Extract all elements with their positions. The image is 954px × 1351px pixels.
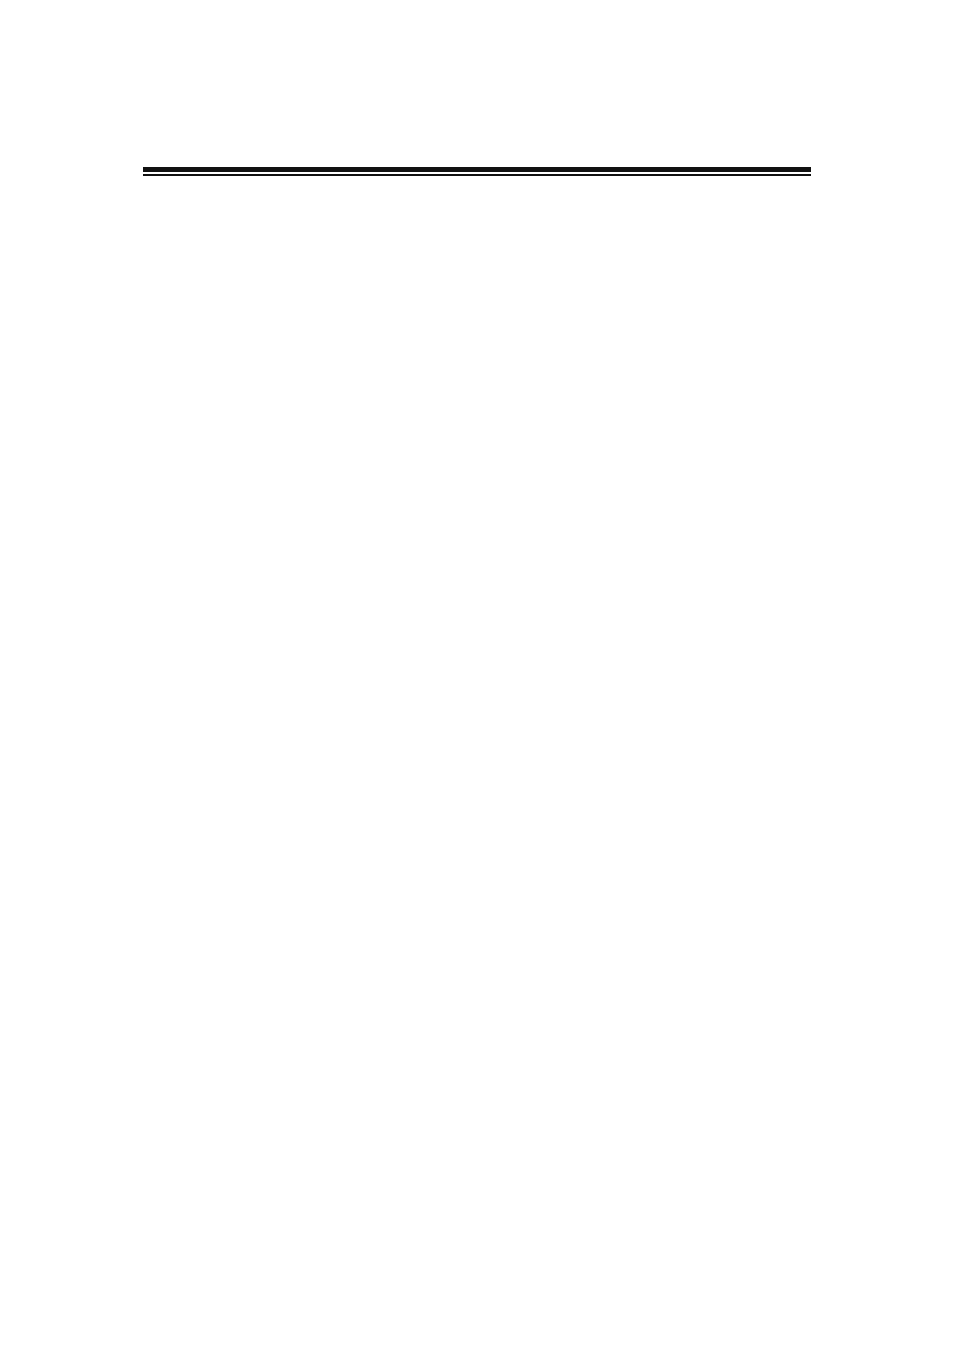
title-rule-thin <box>143 174 811 176</box>
title-rule-thick <box>143 167 811 172</box>
